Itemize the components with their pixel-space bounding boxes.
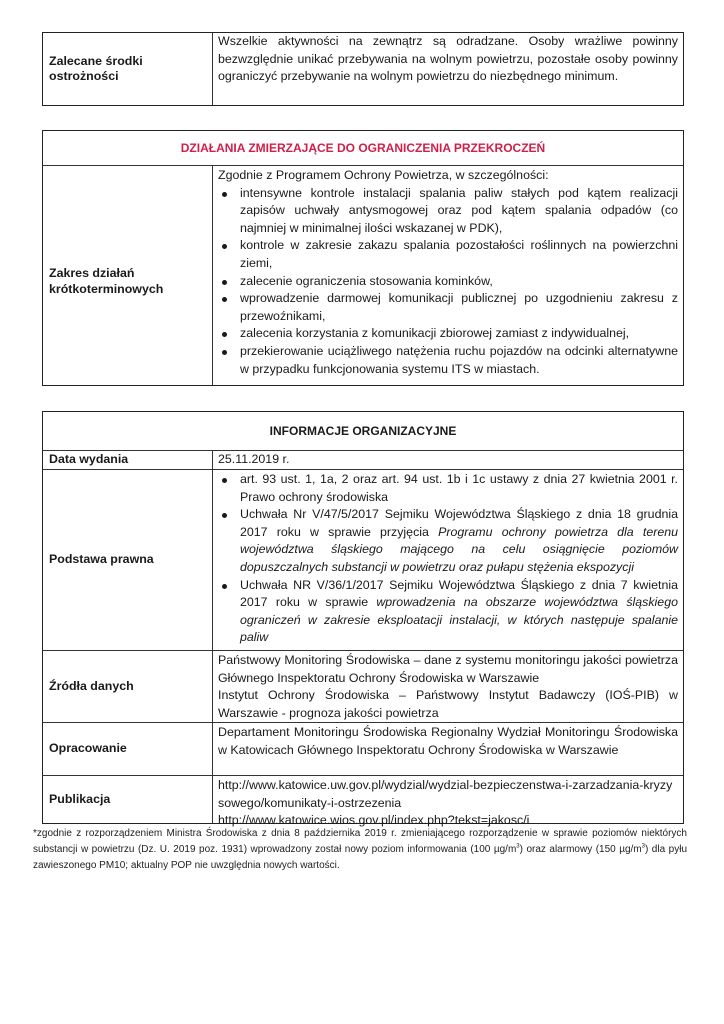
actions-header: DZIAŁANIA ZMIERZAJĄCE DO OGRANICZENIA PRZEKROCZEŃ bbox=[180, 141, 546, 155]
data-sources-label: Źródła danych bbox=[43, 651, 213, 722]
actions-list bbox=[218, 185, 678, 379]
footnote: *zgodnie z rozporządzeniem Ministra Środowiska z dnia 8 października 2019 r. zmieniającego rozporządzenie w sprawie poziomów niektórych substancji w powietrzu (Dz. U. 2019 poz. 1931) wprowadzony został nowy poziom informowania (100 $\mu g/m^3$) oraz alarmowy (150 $\mu g/m^3$) dla pyłu zawieszonego PM10; aktualny POP nie uwzględnia nowych wartości. bbox=[33, 828, 687, 871]
precautions-table bbox=[42, 32, 684, 106]
legal-basis-item: art. 93 ust. 1, 1a, 2 oraz art. 94 ust. 1b i 1c ustawy z dnia 27 kwietnia 2001 r. Prawo ochrony środowiska bbox=[218, 471, 678, 506]
publication-link-uw[interactable]: http://www.katowice.uw.gov.pl/wydzial/wydzial-bezpieczenstwa-i-zarzadzania-kryzysowego/komunikaty-i-ostrzezenia bbox=[218, 778, 673, 810]
publication-link-wios[interactable]: http://www.katowice.wios.gov.pl/index.php?tekst=jakosc/i bbox=[218, 813, 530, 828]
actions-table bbox=[42, 130, 684, 386]
legal-basis-item: Uchwała NR V/36/1/2017 Sejmiku Województwa Śląskiego z dnia 7 kwietnia 2017 roku w sprawie wprowadzenia na obszarze województwa śląskiego ograniczeń w zakresie eksploatacji instalacji, w których następuje spalanie paliw bbox=[218, 577, 678, 647]
prepared-by-label: Opracowanie bbox=[43, 723, 213, 775]
actions-intro: Zgodnie z Programem Ochrony Powietrza, w szczególności: bbox=[218, 168, 549, 182]
bullet-icon bbox=[222, 244, 227, 249]
legal-basis-item: Uchwała Nr V/47/5/2017 Sejmiku Województwa Śląskiego z dnia 18 grudnia 2017 roku w sprawie przyjęcia Programu ochrony powietrza dla terenu województwa śląskiego mającego na celu osiągnięcie poziomów dopuszczalnych substancji w powietrzu oraz pułapu stężenia ekspozycji bbox=[218, 506, 678, 576]
data-sources-value: Państwowy Monitoring Środowiska – dane z systemu monitoringu jakości powietrza Głównego Inspektoratu Ochrony Środowiska w Warszawie Instytut Ochrony Środowiska – Państwowy Instytut Badawczy (IOŚ-PIB) w Warszawie - prognoza jakości powietrza bbox=[218, 653, 678, 720]
legal-basis-row bbox=[43, 469, 683, 650]
action-item: zalecenie ograniczenia stosowania kominków, bbox=[218, 273, 678, 291]
precautions-row bbox=[43, 33, 683, 105]
bullet-icon bbox=[222, 478, 227, 483]
legal-basis-value bbox=[213, 470, 683, 650]
action-item: intensywne kontrole instalacji spalania paliw stałych pod kątem realizacji zapisów uchwały antysmogowej oraz pod kątem spalania odpadów (co najmniej w minimalnej ilości wskazanej w PDK), bbox=[218, 185, 678, 238]
bullet-icon bbox=[222, 332, 227, 337]
bullet-icon bbox=[222, 584, 227, 589]
bullet-icon bbox=[222, 350, 227, 355]
short-term-actions-row bbox=[43, 165, 683, 385]
prepared-by-row bbox=[43, 722, 683, 775]
publication-label: Publikacja bbox=[43, 776, 213, 823]
bullet-icon bbox=[222, 280, 227, 285]
legal-basis-label: Podstawa prawna bbox=[43, 470, 213, 650]
issue-date-row bbox=[43, 450, 683, 469]
publication-row bbox=[43, 775, 683, 828]
action-item: przekierowanie uciążliwego natężenia ruchu pojazdów na odcinki alternatywne w przypadku funkcjonowania systemu ITS w miastach. bbox=[218, 343, 678, 378]
bullet-icon bbox=[222, 513, 227, 518]
organizational-info-header: INFORMACJE ORGANIZACYJNE bbox=[269, 424, 457, 438]
precautions-label: Zalecane środki ostrożności bbox=[43, 33, 213, 105]
issue-date-label: Data wydania bbox=[43, 451, 213, 469]
bullet-icon bbox=[222, 192, 227, 197]
organizational-info-table bbox=[42, 411, 684, 828]
prepared-by-value: Departament Monitoringu Środowiska Regionalny Wydział Monitoringu Środowiska w Katowicach Głównego Inspektoratu Ochrony Środowiska w Warszawie bbox=[218, 725, 678, 757]
data-sources-row bbox=[43, 650, 683, 722]
short-term-actions-label: Zakres działań krótkoterminowych bbox=[43, 166, 213, 385]
action-item: wprowadzenie darmowej komunikacji publicznej po uzgodnieniu zakresu z przewoźnikami, bbox=[218, 290, 678, 325]
publication-value bbox=[213, 776, 683, 828]
precautions-value: Wszelkie aktywności na zewnątrz są odradzane. Osoby wrażliwe powinny bezwzględnie unikać przebywania na wolnym powietrzu, pozostałe osoby powinny ograniczyć przebywanie na wolnym powietrzu do niezbędnego minimum. bbox=[218, 34, 678, 84]
action-item: kontrole w zakresie zakazu spalania pozostałości roślinnych na powierzchni ziemi, bbox=[218, 237, 678, 272]
bullet-icon bbox=[222, 297, 227, 302]
issue-date-value: 25.11.2019 r. bbox=[218, 452, 290, 466]
legal-basis-list bbox=[218, 471, 678, 647]
short-term-actions-value bbox=[213, 166, 683, 385]
action-item: zalecenia korzystania z komunikacji zbiorowej zamiast z indywidualnej, bbox=[218, 325, 678, 343]
